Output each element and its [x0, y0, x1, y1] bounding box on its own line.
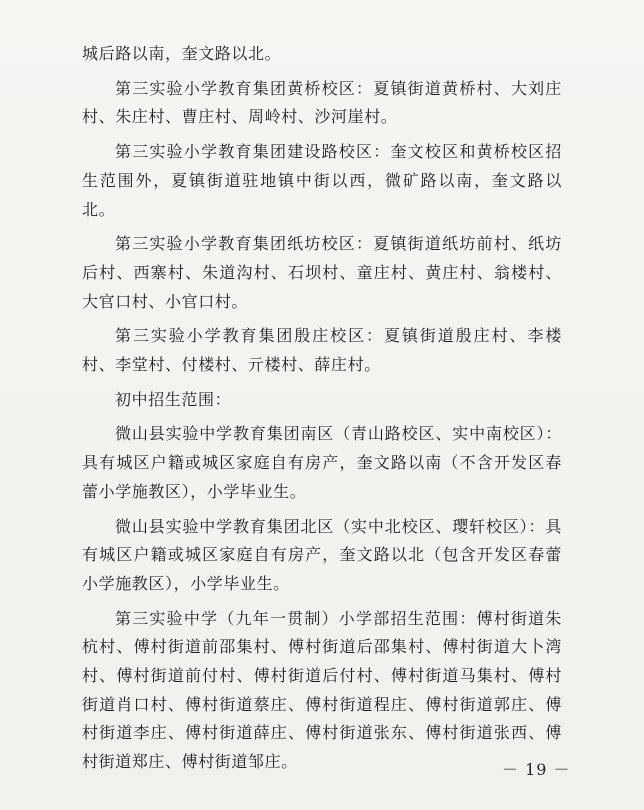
page-number: － 19 － — [502, 760, 571, 779]
paragraph-jianshelu-campus: 第三实验小学教育集团建设路校区：奎文校区和黄桥校区招生范围外，夏镇街道驻地镇中街以西，微矿路以南，奎文路以北。 — [82, 142, 562, 219]
paragraph-north-district: 微山县实验中学教育集团北区（实中北校区、璎轩校区）：具有城区户籍或城区家庭自有房产，奎文路以北（包含开发区春蕾小学施教区），小学毕业生。 — [82, 516, 562, 593]
paragraph-yinzhuang-campus: 第三实验小学教育集团殷庄校区：夏镇街道殷庄村、李楼村、李堂村、付楼村、亓楼村、薛庄村。 — [82, 326, 562, 375]
paragraph-continuation: 城后路以南，奎文路以北。 — [82, 44, 282, 63]
paragraph-junior-heading: 初中招生范围： — [115, 389, 232, 409]
paragraph-south-district: 微山县实验中学教育集团南区（青山路校区、实中南校区）：具有城区户籍或城区家庭自有房产，奎文路以南（不含开发区春蕾小学施教区），小学毕业生。 — [82, 424, 562, 501]
paragraph-third-middle-school: 第三实验中学（九年一贯制）小学部招生范围：傅村街道朱杭村、傅村街道前邵集村、傅村街道后邵集村、傅村街道大卜湾村、傅村街道前付村、傅村街道后付村、傅村街道马集村、傅村街道肖口村、傅村街道蔡庄、傅村街道程庄、傅村街道郭庄、傅村街道李庄、傅村街道薛庄、傅村街道张东、傅村街道张西、傅村街道郑庄、傅村街道邹庄。 — [82, 608, 562, 772]
document-body — [82, 40, 562, 783]
paragraph-zhifang-campus: 第三实验小学教育集团纸坊校区：夏镇街道纸坊前村、纸坊后村、西寨村、朱道沟村、石坝村、童庄村、黄庄村、翁楼村、大官口村、小官口村。 — [82, 234, 562, 311]
paragraph-huangqiao-campus: 第三实验小学教育集团黄桥校区：夏镇街道黄桥村、大刘庄村、朱庄村、曹庄村、周岭村、沙河崖村。 — [82, 78, 562, 127]
